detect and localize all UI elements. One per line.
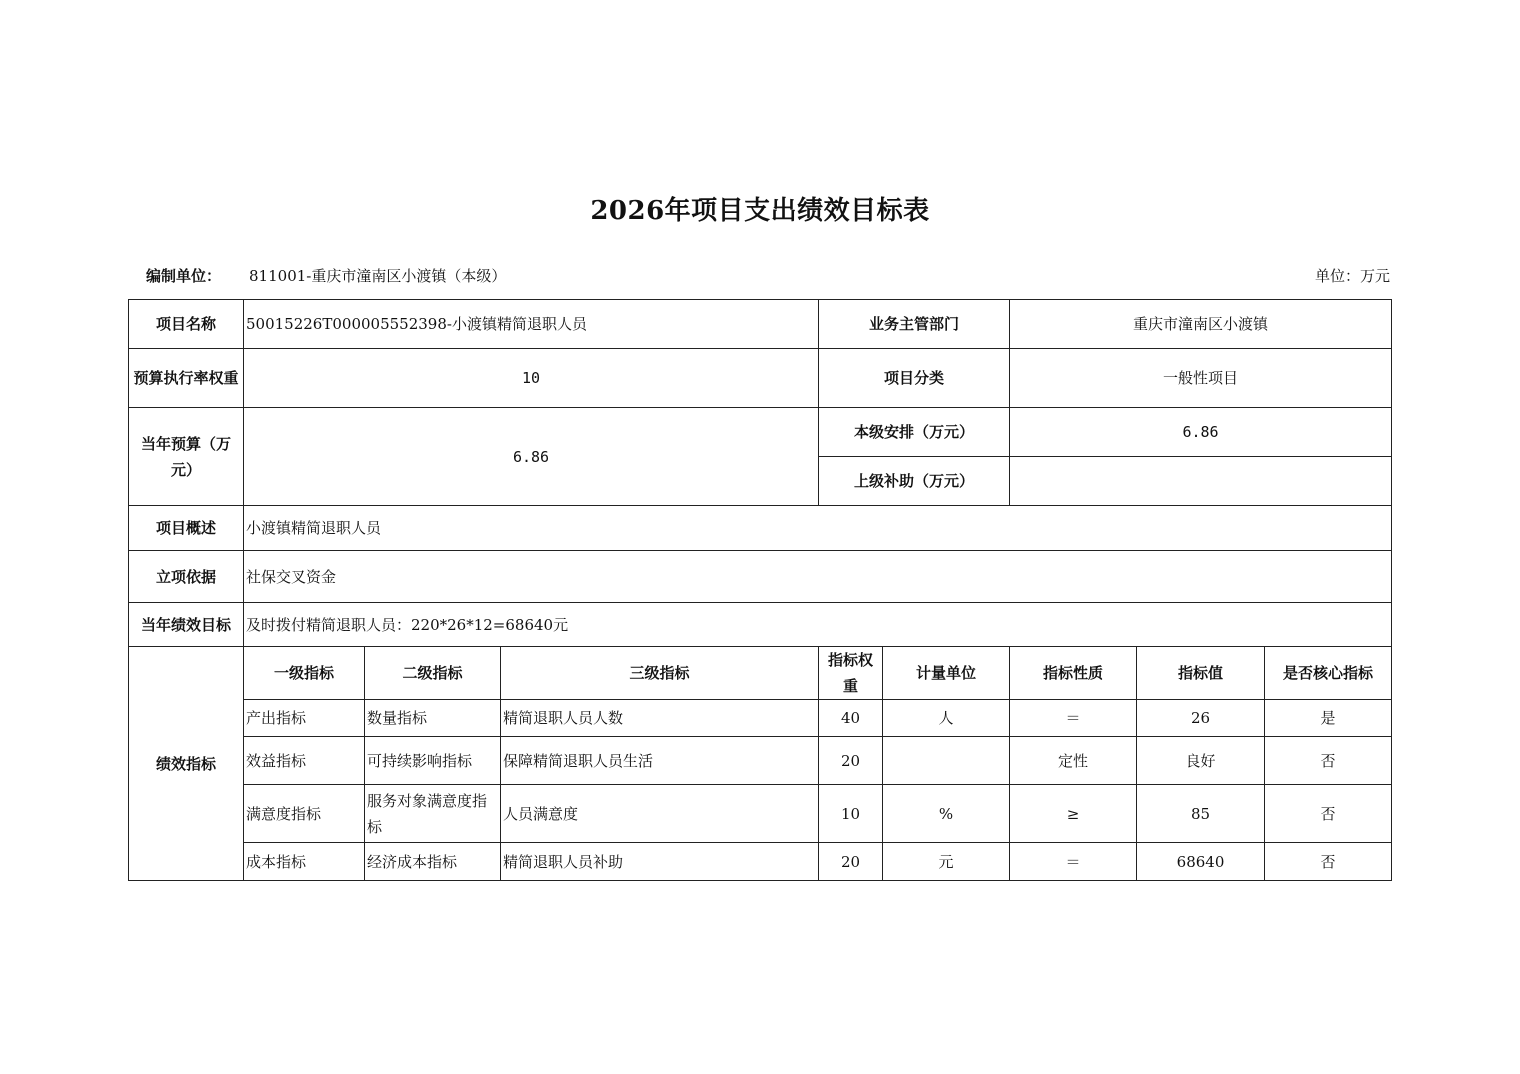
table-row [129, 700, 1392, 737]
weight-cell: 20 [819, 737, 883, 785]
overview-value: 小渡镇精简退职人员 [244, 506, 1392, 551]
performance-table [128, 299, 1392, 881]
level3-cell: 保障精简退职人员生活 [501, 737, 819, 785]
indicator-header-row [129, 647, 1392, 700]
level2-cell: 服务对象满意度指标 [365, 785, 501, 843]
nature-cell: ＝ [1010, 843, 1137, 881]
row-basis [129, 551, 1392, 603]
budget-label: 当年预算（万元） [129, 408, 244, 506]
row-goal [129, 603, 1392, 647]
level1-cell: 成本指标 [244, 843, 365, 881]
nature-cell: ＝ [1010, 700, 1137, 737]
category-value: 一般性项目 [1010, 349, 1392, 408]
budget-value: 6.86 [244, 408, 819, 506]
level3-cell: 精简退职人员补助 [501, 843, 819, 881]
row-budget-local [129, 408, 1392, 457]
level3-cell: 精简退职人员人数 [501, 700, 819, 737]
level2-cell: 数量指标 [365, 700, 501, 737]
unit-cell [883, 737, 1010, 785]
basis-value: 社保交叉资金 [244, 551, 1392, 603]
level1-cell: 满意度指标 [244, 785, 365, 843]
row-project-name [129, 300, 1392, 349]
unit-cell: % [883, 785, 1010, 843]
core-cell: 否 [1265, 785, 1392, 843]
unit-cell: 人 [883, 700, 1010, 737]
weight-cell: 20 [819, 843, 883, 881]
compiling-unit-value: 811001-重庆市潼南区小渡镇（本级） [249, 267, 507, 285]
value-cell: 26 [1137, 700, 1265, 737]
row-weight [129, 349, 1392, 408]
weight-label: 预算执行率权重 [129, 349, 244, 408]
header-nature: 指标性质 [1010, 647, 1137, 700]
core-cell: 是 [1265, 700, 1392, 737]
weight-cell: 10 [819, 785, 883, 843]
level1-cell: 产出指标 [244, 700, 365, 737]
currency-unit: 单位：万元 [1314, 267, 1390, 285]
weight-value: 10 [244, 349, 819, 408]
upper-label: 上级补助（万元） [819, 457, 1010, 506]
unit-cell: 元 [883, 843, 1010, 881]
goal-value: 及时拨付精简退职人员：220*26*12=68640元 [244, 603, 1392, 647]
value-cell: 85 [1137, 785, 1265, 843]
upper-value [1010, 457, 1392, 506]
project-name-value: 50015226T000005552398-小渡镇精简退职人员 [244, 300, 819, 349]
header-level2: 二级指标 [365, 647, 501, 700]
value-cell: 良好 [1137, 737, 1265, 785]
header-level3: 三级指标 [501, 647, 819, 700]
header-core: 是否核心指标 [1265, 647, 1392, 700]
level3-cell: 人员满意度 [501, 785, 819, 843]
compiling-unit [146, 265, 506, 286]
category-label: 项目分类 [819, 349, 1010, 408]
table-row [129, 737, 1392, 785]
overview-label: 项目概述 [129, 506, 244, 551]
core-cell: 否 [1265, 737, 1392, 785]
header-unit: 计量单位 [883, 647, 1010, 700]
local-value: 6.86 [1010, 408, 1392, 457]
table-row [129, 785, 1392, 843]
nature-cell: ≥ [1010, 785, 1137, 843]
dept-label: 业务主管部门 [819, 300, 1010, 349]
dept-value: 重庆市潼南区小渡镇 [1010, 300, 1392, 349]
header-level1: 一级指标 [244, 647, 365, 700]
page-title: 2026年项目支出绩效目标表 [590, 196, 930, 226]
weight-cell: 40 [819, 700, 883, 737]
basis-label: 立项依据 [129, 551, 244, 603]
compiling-unit-label: 编制单位： [146, 267, 222, 285]
level1-cell: 效益指标 [244, 737, 365, 785]
row-overview [129, 506, 1392, 551]
value-cell: 68640 [1137, 843, 1265, 881]
level2-cell: 可持续影响指标 [365, 737, 501, 785]
nature-cell: 定性 [1010, 737, 1137, 785]
level2-cell: 经济成本指标 [365, 843, 501, 881]
project-name-label: 项目名称 [129, 300, 244, 349]
goal-label: 当年绩效目标 [129, 603, 244, 647]
table-row [129, 843, 1392, 881]
indicators-section-label: 绩效指标 [129, 647, 244, 881]
local-label: 本级安排（万元） [819, 408, 1010, 457]
core-cell: 否 [1265, 843, 1392, 881]
header-value: 指标值 [1137, 647, 1265, 700]
header-weight: 指标权重 [819, 647, 883, 700]
